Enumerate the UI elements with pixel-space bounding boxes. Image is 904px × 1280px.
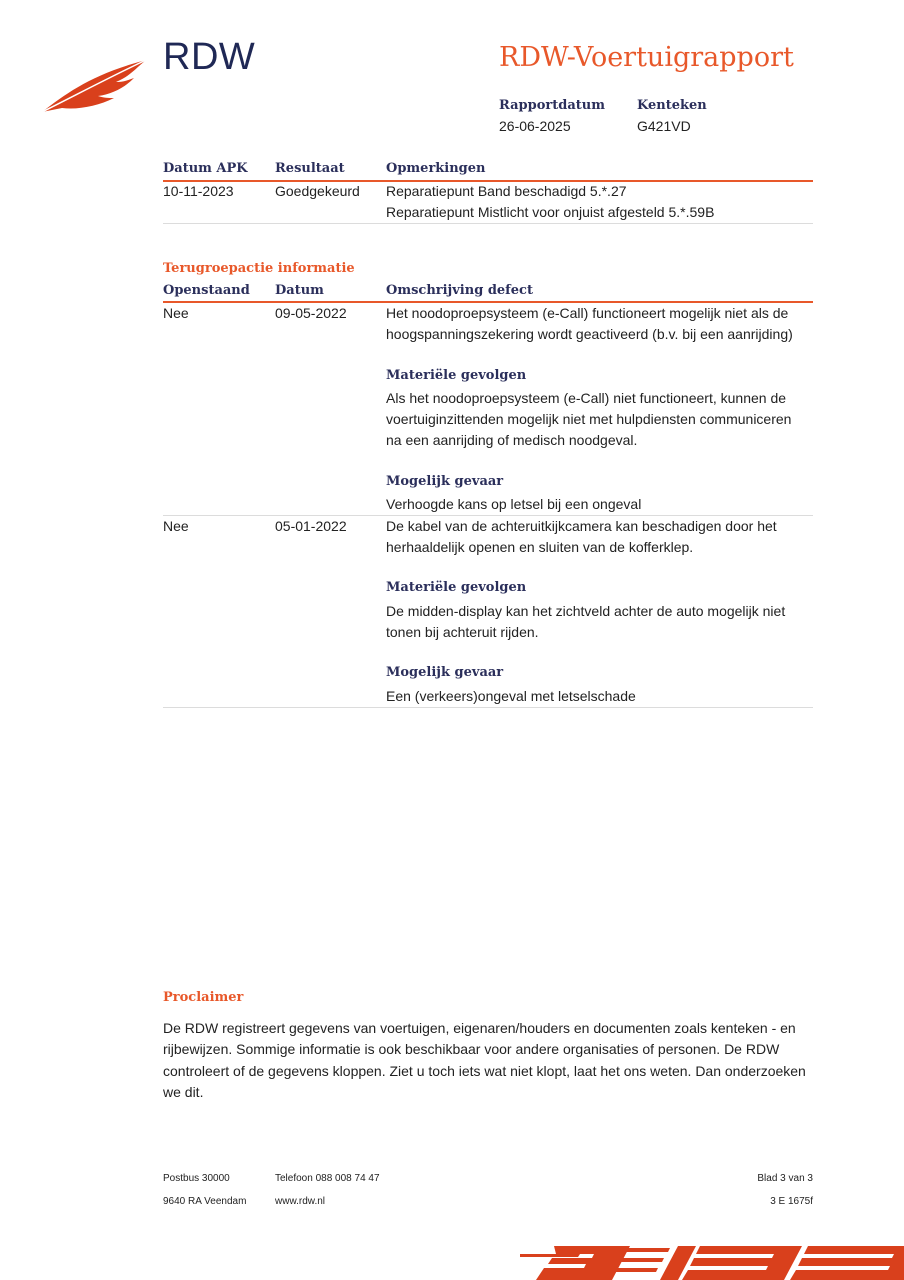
footer-doc-code: 3 E 1675f: [770, 1196, 813, 1207]
recall-consequences-line: voertuiginzittenden mogelijk niet met hulpdiensten communiceren: [386, 411, 792, 427]
report-date-label: Rapportdatum: [499, 98, 605, 113]
recall-open: Nee: [163, 518, 189, 534]
recall-header-date: Datum: [275, 283, 324, 298]
apk-row-divider: [163, 223, 813, 224]
recall-danger: Een (verkeers)ongeval met letselschade: [386, 688, 636, 704]
logo-text: RDW: [163, 36, 256, 78]
recall-open: Nee: [163, 305, 189, 321]
recall-danger: Verhoogde kans op letsel bij een ongeval: [386, 496, 642, 512]
recall-defect-line: De kabel van de achteruitkijkcamera kan beschadigen door het: [386, 518, 777, 534]
recall-header-open: Openstaand: [163, 283, 250, 298]
recall-danger-label: Mogelijk gevaar: [386, 474, 504, 489]
recall-consequences-label: Materiële gevolgen: [386, 580, 527, 595]
apk-remark: Reparatiepunt Band beschadigd 5.*.27: [386, 183, 627, 199]
footer-phone: Telefoon 088 008 74 47: [275, 1173, 380, 1184]
recall-date: 05-01-2022: [275, 518, 347, 534]
recall-consequences-label: Materiële gevolgen: [386, 368, 527, 383]
footer-stripes-decoration: [520, 1244, 904, 1280]
apk-header-remarks: Opmerkingen: [386, 161, 486, 176]
footer-page-number: Blad 3 van 3: [757, 1173, 813, 1184]
apk-remark: Reparatiepunt Mistlicht voor onjuist afgesteld 5.*.59B: [386, 204, 715, 220]
recall-consequences-line: tonen bij achteruit rijden.: [386, 624, 539, 640]
footer-postcode: 9640 RA Veendam: [163, 1196, 247, 1207]
apk-header-result: Resultaat: [275, 161, 345, 176]
recall-defect-line: herhaaldelijk openen en sluiten van de kofferklep.: [386, 539, 694, 555]
recall-consequences-line: Als het noodoproepsysteem (e-Call) niet functioneert, kunnen de: [386, 390, 787, 406]
recall-header-defect: Omschrijving defect: [386, 283, 533, 298]
apk-result: Goedgekeurd: [275, 183, 360, 199]
recall-danger-label: Mogelijk gevaar: [386, 665, 504, 680]
recall-consequences-line: De midden-display kan het zichtveld achter de auto mogelijk niet: [386, 603, 786, 619]
footer-postbus: Postbus 30000: [163, 1173, 230, 1184]
recall-consequences-line: na een aanrijding of medisch noodgeval.: [386, 432, 638, 448]
rdw-logo-icon: [38, 52, 150, 116]
recall-section-title: Terugroepactie informatie: [163, 261, 355, 276]
apk-date: 10-11-2023: [163, 183, 234, 199]
recall-row-divider: [163, 707, 813, 708]
recall-defect-line: Het noodoproepsysteem (e-Call) functioneert mogelijk niet als de: [386, 305, 789, 321]
recall-date: 09-05-2022: [275, 305, 347, 321]
report-title: RDW-Voertuigrapport: [499, 42, 794, 73]
report-date: 26-06-2025: [499, 118, 571, 134]
plate-value: G421VD: [637, 118, 691, 134]
proclaimer-text: De RDW registreert gegevens van voertuigen, eigenaren/houders en documenten zoals kenteken - en rijbewijzen. Sommige informatie is ook beschikbaar voor andere organisaties of personen. De RDW controleert of de gegevens kloppen. Ziet u toch iets wat niet klopt, laat het ons weten. Dan onderzoeken we dit.: [163, 1020, 806, 1100]
footer-website[interactable]: www.rdw.nl: [275, 1196, 326, 1207]
proclaimer-title: Proclaimer: [163, 990, 244, 1005]
plate-label: Kenteken: [637, 98, 707, 113]
recall-defect-line: hoogspanningszekering wordt geactiveerd (b.v. bij een aanrijding): [386, 326, 793, 342]
apk-header-date: Datum APK: [163, 161, 248, 176]
